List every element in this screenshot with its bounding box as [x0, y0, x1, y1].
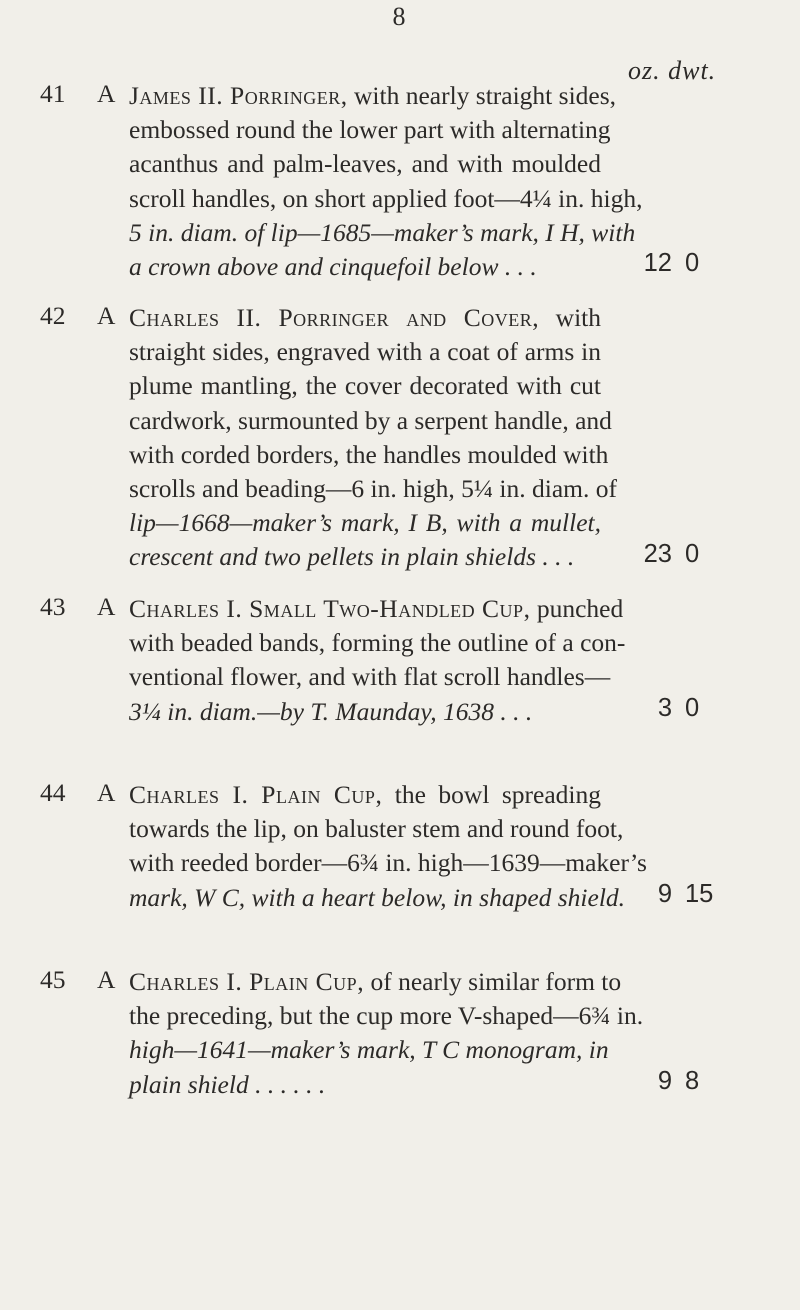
- price-oz: 23: [643, 540, 672, 568]
- lot-title: Charles I. Plain Cup,: [129, 780, 383, 809]
- description-line: James II. Porringer, with nearly straight sides,: [129, 81, 617, 110]
- description-line: acanthus and palm-leaves, and with moulded: [129, 149, 601, 179]
- description-line: 5 in. diam. of lip—1685—maker’s mark, I H, with: [129, 217, 636, 247]
- price-dwt: 0: [685, 540, 700, 568]
- description-line: high—1641—maker’s mark, T C monogram, in: [129, 1035, 609, 1065]
- price-dwt: 8: [685, 1067, 700, 1095]
- description-line: Charles I. Small Two-Handled Cup, punched: [129, 594, 624, 623]
- price-oz: 9: [657, 1067, 672, 1095]
- lot-number: 43: [40, 592, 66, 621]
- lot-description: [129, 79, 643, 284]
- description-line: with corded borders, the handles moulded with: [129, 439, 609, 469]
- price-dwt: 0: [685, 694, 700, 722]
- description-line: the preceding, but the cup more V-shaped—6¾ in.: [129, 1001, 644, 1031]
- lot-number: 41: [40, 79, 66, 108]
- description-line: mark, W C, with a heart below, in shaped shield.: [129, 882, 626, 912]
- lot-letter: A: [97, 79, 116, 108]
- price-dwt: 15: [685, 880, 714, 908]
- lot-title: James II. Porringer,: [129, 81, 348, 110]
- lot-number: 45: [40, 965, 66, 994]
- description-line: embossed round the lower part with alternating: [129, 115, 611, 145]
- lot-description: [129, 778, 647, 915]
- description-line: ventional flower, and with flat scroll handles—: [129, 662, 611, 692]
- lot-number: 42: [40, 301, 66, 330]
- description-line: Charles I. Plain Cup, of nearly similar form to: [129, 967, 622, 996]
- description-line: with beaded bands, forming the outline of a con-: [129, 628, 626, 658]
- description-line: plume mantling, the cover decorated with cut: [129, 371, 601, 401]
- lot-letter: A: [97, 301, 116, 330]
- price-oz: 3: [657, 694, 672, 722]
- lot-description: [129, 301, 617, 575]
- lot-description: [129, 965, 644, 1102]
- description-line: scrolls and beading—6 in. high, 5¼ in. diam. of: [129, 474, 617, 504]
- description-line: a crown above and cinquefoil below . . .: [129, 252, 537, 282]
- description-line: straight sides, engraved with a coat of arms in: [129, 337, 601, 367]
- description-line: Charles I. Plain Cup, the bowl spreading: [129, 780, 602, 809]
- description-line: lip—1668—maker’s mark, I B, with a mullet,: [129, 508, 601, 538]
- description-line: Charles II. Porringer and Cover, with: [129, 303, 602, 332]
- description-line: towards the lip, on baluster stem and round foot,: [129, 814, 624, 844]
- description-line: cardwork, surmounted by a serpent handle, and: [129, 405, 612, 435]
- description-line: plain shield . . . . . .: [129, 1069, 326, 1099]
- price-oz: 12: [643, 249, 672, 277]
- lot-number: 44: [40, 778, 66, 807]
- lot-title: Charles I. Small Two-Handled Cup,: [129, 594, 531, 623]
- lot-letter: A: [97, 592, 116, 621]
- description-line: crescent and two pellets in plain shields . . .: [129, 542, 575, 572]
- price-column-header: oz. dwt.: [628, 56, 717, 85]
- price-dwt: 0: [685, 249, 700, 277]
- lot-description: [129, 592, 626, 729]
- page-number: 8: [392, 2, 406, 31]
- lot-title: Charles II. Porringer and Cover,: [129, 303, 540, 332]
- lot-letter: A: [97, 965, 116, 994]
- lot-letter: A: [97, 778, 116, 807]
- description-line: scroll handles, on short applied foot—4¼ in. high,: [129, 183, 643, 213]
- description-line: 3¼ in. diam.—by T. Maunday, 1638 . . .: [129, 696, 533, 726]
- description-line: with reeded border—6¾ in. high—1639—maker’s: [129, 848, 647, 878]
- price-oz: 9: [657, 880, 672, 908]
- lot-title: Charles I. Plain Cup,: [129, 967, 365, 996]
